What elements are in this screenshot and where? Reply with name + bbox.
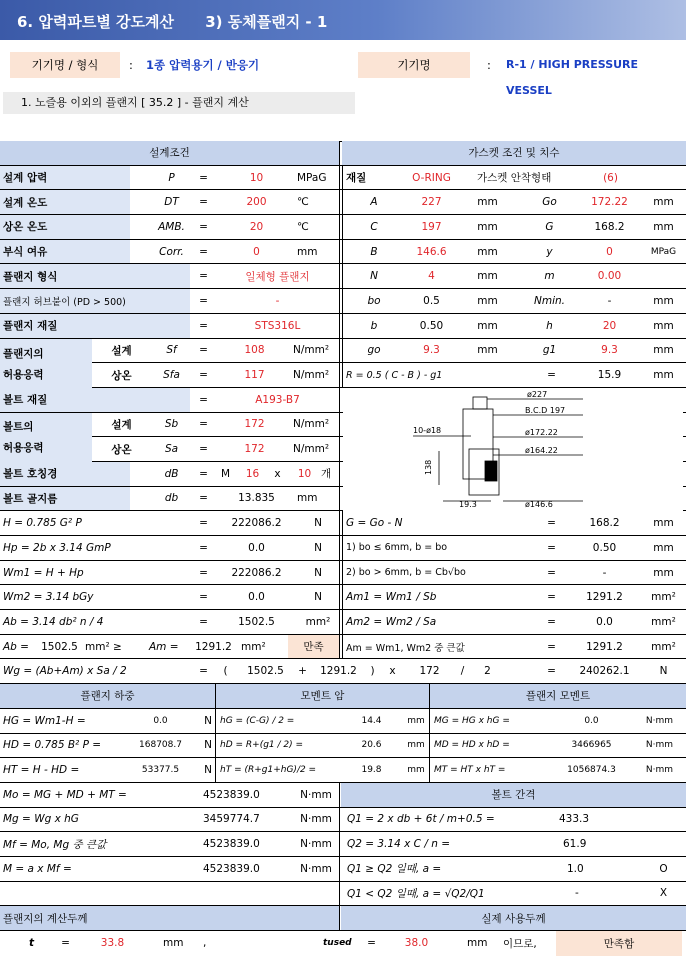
q2-formula: Q2 = 3.14 x C / n =: [344, 832, 544, 856]
design-pressure-label: 설계 압력: [0, 166, 130, 190]
unit: mm²: [640, 585, 684, 609]
page-title: 6. 압력파트별 강도계산: [17, 13, 174, 31]
actual-thickness-header: 실제 사용두께: [341, 906, 686, 930]
gasket-go-label: Go: [520, 190, 576, 214]
gasket-h-value: 20: [580, 314, 636, 338]
gasket-b-value: 146.6: [402, 240, 458, 264]
paren-open: (: [214, 659, 234, 683]
unit: mm: [466, 289, 506, 313]
design-temp-symbol: DT: [150, 190, 190, 214]
sa-symbol: Sa: [150, 437, 190, 461]
flange-hub-value: -: [226, 289, 326, 313]
unit: mm: [640, 190, 684, 214]
height-label: 138: [424, 459, 433, 475]
wm2-value: 0.0: [220, 585, 290, 609]
used-thickness-value: 38.0: [390, 931, 440, 956]
bolt-material-value: A193-B7: [226, 388, 326, 412]
bolt-nominal-label: 볼트 호칭경: [0, 462, 130, 486]
thickness-result: 만족함: [556, 931, 682, 956]
a-case1-formula: Q1 ≥ Q2 일때, a =: [344, 857, 544, 881]
dia-172-label: ø172.22: [525, 428, 558, 437]
am-max-value: 1291.2: [570, 635, 636, 659]
divide-sign: /: [450, 659, 472, 683]
unit: N: [294, 536, 340, 560]
am-max-formula: Am = Wm1, Wm2 중 큰값: [342, 635, 532, 659]
eq: =: [540, 561, 560, 585]
unit: N: [294, 561, 340, 585]
ht-formula: HT = H - HD =: [0, 758, 120, 782]
design-label: 설계: [92, 339, 148, 363]
corrosion-symbol: Corr.: [150, 240, 190, 264]
unit: N: [198, 734, 216, 758]
eq: =: [540, 511, 560, 535]
corrosion-label: 부식 여유: [0, 240, 130, 264]
ab-formula: Ab = 3.14 db² n / 4: [0, 610, 190, 634]
g-formula: G = Go - N: [342, 511, 532, 535]
sfa-value: 117: [220, 363, 286, 387]
unit: N/mm²: [290, 339, 340, 363]
info-row: [0, 52, 686, 97]
gasket-y-value: 0: [580, 240, 636, 264]
hp-formula: Hp = 2b x 3.14 GmP: [0, 536, 190, 560]
gasket-seating-label: 가스켓 안착형태: [474, 166, 584, 190]
info-colon: :: [129, 58, 133, 72]
gasket-header: 가스켓 조건 및 치수: [342, 141, 686, 165]
m-label: M: [214, 462, 234, 486]
design-pressure-value: 10: [220, 166, 290, 190]
am-prefix: Am =: [146, 635, 188, 659]
sb-symbol: Sb: [150, 413, 190, 437]
gasket-nmin-value: -: [580, 289, 636, 313]
eq: =: [192, 388, 212, 412]
md-value: 3466965: [550, 734, 630, 758]
ab-check-result: 만족: [288, 635, 340, 659]
unit: mm: [640, 339, 684, 363]
therefore-text: 이므로,: [500, 931, 550, 956]
design-conditions-header: 설계조건: [0, 141, 340, 165]
hg-arm-value: 14.4: [346, 709, 394, 733]
eq: =: [192, 487, 212, 511]
unit: mm: [466, 190, 506, 214]
equipment-type-label: 기기명 / 형식: [10, 52, 120, 78]
calc-thickness-value: 33.8: [86, 931, 136, 956]
b-case1-value: 0.50: [570, 536, 636, 560]
unit: mm: [640, 215, 684, 239]
bolt-root-value: 13.835: [220, 487, 290, 511]
design-pressure-unit: MPaG: [294, 166, 340, 190]
flange-type-value: 일체형 플랜지: [226, 264, 326, 288]
a-case1-mark: O: [640, 857, 684, 881]
am-check-value: 1291.2: [188, 635, 236, 659]
ambient-label: 상온: [92, 437, 148, 461]
eq: =: [540, 536, 560, 560]
mg-formula: MG = HG x hG =: [431, 709, 551, 733]
section-title: 1. 노즐용 이외의 플랜지 [ 35.2 ] - 플랜지 계산: [3, 92, 355, 114]
gasket-g1-value: 9.3: [580, 339, 636, 363]
unit: N: [198, 709, 216, 733]
ambient-temp-label: 상온 온도: [0, 215, 130, 239]
sa-value: 172: [220, 437, 286, 461]
am-check-unit: mm²: [238, 635, 286, 659]
unit: N·mm: [632, 734, 684, 758]
eq: =: [192, 215, 212, 239]
q1-formula: Q1 = 2 x db + 6t / m+0.5 =: [344, 808, 544, 832]
eq: =: [192, 190, 212, 214]
ht-value: 53377.5: [120, 758, 198, 782]
unit: mm: [640, 561, 684, 585]
a-case2-value: -: [572, 882, 616, 906]
flange-allow-label: 플랜지의 허용응력: [0, 339, 92, 388]
unit: N·mm: [290, 808, 340, 832]
unit: mm: [464, 931, 494, 956]
unit: N·mm: [632, 709, 684, 733]
gasket-y-label: y: [520, 240, 576, 264]
unit: N/mm²: [290, 437, 340, 461]
ht-arm-value: 19.8: [346, 758, 394, 782]
unit: N: [198, 758, 216, 782]
ambient-temp-symbol: AMB.: [150, 215, 190, 239]
wg-sa-value: 172: [408, 659, 448, 683]
gasket-b2-value: 0.50: [402, 314, 458, 338]
mo-value: 4523839.0: [200, 783, 280, 807]
gasket-go-value: 172.22: [580, 190, 636, 214]
unit: N: [640, 659, 684, 683]
gasket-n-value: 4: [402, 264, 458, 288]
t-used-symbol: tused: [320, 931, 360, 956]
wg-formula: Wg = (Ab+Am) x Sa / 2: [0, 659, 190, 683]
eq: =: [360, 931, 380, 956]
eq: =: [192, 264, 212, 288]
hd-value: 168708.7: [120, 734, 198, 758]
unit: mm: [640, 363, 684, 387]
equipment-type-value: 1종 압력용기 / 반응기: [146, 58, 260, 72]
unit: mm: [400, 709, 430, 733]
bolt-size-value: 16: [236, 462, 266, 486]
r-value: 15.9: [580, 363, 636, 387]
ab-value: 1502.5: [220, 610, 290, 634]
sf-symbol: Sf: [150, 339, 190, 363]
bolt-root-symbol: db: [150, 487, 190, 511]
q2-value: 61.9: [560, 832, 616, 856]
bcd-label: B.C.D 197: [525, 406, 566, 415]
info-colon: :: [487, 58, 491, 72]
unit: mm: [466, 339, 506, 363]
ab-prefix: Ab =: [0, 635, 36, 659]
gasket-m-label: m: [520, 264, 576, 288]
eq: =: [192, 166, 212, 190]
flange-moment-header: 플랜지 모멘트: [430, 684, 686, 708]
eq: =: [192, 240, 212, 264]
unit: MPaG: [640, 240, 684, 264]
b-case2-formula: 2) bo > 6mm, b = Cb√bo: [342, 561, 532, 585]
gasket-n-label: N: [342, 264, 402, 288]
equipment-name-label: 기기명: [358, 52, 470, 78]
q1-mark: [640, 808, 684, 832]
eq: =: [540, 659, 560, 683]
a-case2-mark: X: [640, 882, 684, 906]
bolt-root-label: 볼트 골지름: [0, 487, 130, 511]
eq: =: [192, 289, 212, 313]
unit: mm: [466, 240, 506, 264]
corrosion-value: 0: [220, 240, 290, 264]
gasket-go-small-value: 9.3: [402, 339, 458, 363]
eq: =: [192, 536, 212, 560]
eq: =: [192, 561, 212, 585]
unit: mm: [294, 487, 340, 511]
unit: N: [294, 585, 340, 609]
hg-formula: HG = Wm1-H =: [0, 709, 120, 733]
gasket-material-value: O-RING: [400, 166, 460, 190]
page-subtitle: 3) 동체플랜지 - 1: [205, 13, 328, 31]
unit: mm: [640, 289, 684, 313]
bolt-spacing-header: 볼트 간격: [341, 783, 686, 807]
unit: mm²: [294, 610, 340, 634]
unit: 개: [318, 462, 340, 486]
b-case1-formula: 1) bo ≤ 6mm, b = bo: [342, 536, 532, 560]
gasket-seating-value: (6): [584, 166, 634, 190]
unit: mm²: [640, 610, 684, 634]
eq: =: [192, 314, 212, 338]
flange-hub-label: 플랜지 허브붙이 (PD > 500): [0, 289, 190, 313]
h-formula: H = 0.785 G² P: [0, 511, 190, 535]
eq: =: [192, 511, 212, 535]
unit: N: [294, 511, 340, 535]
unit: N·mm: [290, 832, 340, 856]
md-formula: MD = HD x hD =: [431, 734, 551, 758]
unit: mm: [466, 264, 506, 288]
mg-value: 0.0: [550, 709, 630, 733]
x-label: x: [266, 462, 286, 486]
hd-arm-value: 20.6: [346, 734, 394, 758]
ht-arm-formula: hT = (R+g1+hG)/2 =: [217, 758, 347, 782]
design-temp-unit: ℃: [294, 190, 340, 214]
gasket-g-label: G: [520, 215, 576, 239]
flange-diagram: [343, 389, 683, 513]
flange-material-label: 플랜지 재질: [0, 314, 190, 338]
eq: =: [192, 610, 212, 634]
ab-check-unit: mm² ≥: [82, 635, 144, 659]
eq: =: [540, 585, 560, 609]
wg-am-value: 1291.2: [312, 659, 362, 683]
gasket-material-label: 재질: [342, 166, 402, 190]
flange-load-header: 플랜지 하중: [0, 684, 216, 708]
eq: =: [540, 610, 560, 634]
gasket-bo-value: 0.5: [402, 289, 458, 313]
hd-arm-formula: hD = R+(g1 / 2) =: [217, 734, 347, 758]
comma: ,: [200, 931, 220, 956]
sfa-symbol: Sfa: [150, 363, 190, 387]
mg2-formula: Mg = Wg x hG: [0, 808, 190, 832]
unit: N·mm: [290, 783, 340, 807]
bolt-holes-label: 10-ø18: [413, 426, 442, 435]
eq: =: [192, 462, 212, 486]
b-case2-value: -: [570, 561, 636, 585]
m-formula: M = a x Mf =: [0, 857, 190, 881]
dia-164-label: ø164.22: [525, 446, 558, 455]
ab-check-value: 1502.5: [36, 635, 80, 659]
width-label: 19.3: [459, 500, 477, 509]
hg-value: 0.0: [120, 709, 198, 733]
hg-arm-formula: hG = (C-G) / 2 =: [217, 709, 347, 733]
page-banner: [0, 0, 686, 40]
design-temp-label: 설계 온도: [0, 190, 130, 214]
ambient-temp-value: 20: [220, 215, 290, 239]
dia-146-label: ø146.6: [525, 500, 553, 509]
gasket-b-label: B: [342, 240, 402, 264]
unit: mm: [400, 758, 430, 782]
mt-value: 1056874.3: [550, 758, 630, 782]
corrosion-unit: mm: [294, 240, 340, 264]
equipment-name-value: R-1 / HIGH PRESSURE VESSEL: [506, 58, 639, 97]
eq: =: [540, 635, 560, 659]
gasket-nmin-label: Nmin.: [520, 289, 576, 313]
wm2-formula: Wm2 = 3.14 bGy: [0, 585, 190, 609]
wg-value: 240262.1: [566, 659, 640, 683]
mg2-value: 3459774.7: [200, 808, 280, 832]
g-value: 168.2: [570, 511, 636, 535]
mf-value: 4523839.0: [200, 832, 280, 856]
unit: mm: [466, 314, 506, 338]
ambient-temp-unit: ℃: [294, 215, 340, 239]
t-symbol: t: [20, 931, 40, 956]
ambient-label: 상온: [92, 363, 148, 387]
am1-formula: Am1 = Wm1 / Sb: [342, 585, 532, 609]
eq: =: [192, 659, 212, 683]
wm1-value: 222086.2: [220, 561, 290, 585]
unit: N·mm: [290, 857, 340, 881]
am2-formula: Am2 = Wm2 / Sa: [342, 610, 532, 634]
bolt-count-value: 10: [288, 462, 318, 486]
mf-formula: Mf = Mo, Mg 중 큰값: [0, 832, 190, 856]
unit: mm: [640, 314, 684, 338]
a-case2-formula: Q1 < Q2 일때, a = √Q2/Q1: [344, 882, 554, 906]
bolt-nominal-symbol: dB: [150, 462, 190, 486]
wg-ab-value: 1502.5: [238, 659, 290, 683]
unit: mm: [640, 511, 684, 535]
mo-formula: Mo = MG + MD + MT =: [0, 783, 190, 807]
gasket-c-value: 197: [402, 215, 458, 239]
wm1-formula: Wm1 = H + Hp: [0, 561, 190, 585]
unit: N/mm²: [290, 363, 340, 387]
unit: mm: [640, 536, 684, 560]
gasket-g-value: 168.2: [580, 215, 636, 239]
paren-close: ): [362, 659, 380, 683]
wg-divisor: 2: [474, 659, 498, 683]
hp-value: 0.0: [220, 536, 290, 560]
eq: =: [54, 931, 74, 956]
q2-mark: [640, 832, 684, 856]
m-value: 4523839.0: [200, 857, 280, 881]
unit: mm: [466, 215, 506, 239]
flange-material-value: STS316L: [226, 314, 326, 338]
gasket-go-small-label: go: [342, 339, 402, 363]
h-value: 222086.2: [220, 511, 290, 535]
unit: mm²: [640, 635, 684, 659]
gasket-c-label: C: [342, 215, 402, 239]
design-temp-value: 200: [220, 190, 290, 214]
gasket-m-value: 0.00: [580, 264, 636, 288]
gasket-g1-label: g1: [520, 339, 576, 363]
times-sign: x: [380, 659, 402, 683]
eq: =: [192, 363, 212, 387]
gasket-a-label: A: [342, 190, 402, 214]
flange-type-label: 플랜지 형식: [0, 264, 190, 288]
gasket-h-label: h: [520, 314, 576, 338]
a-case1-value: 1.0: [564, 857, 616, 881]
calc-thickness-header: 플랜지의 계산두께: [0, 906, 340, 930]
gasket-b2-label: b: [342, 314, 402, 338]
q1-value: 433.3: [556, 808, 616, 832]
bolt-material-label: 볼트 재질: [0, 388, 190, 412]
bolt-allow-label: 볼트의 허용응력: [0, 413, 92, 462]
unit: N/mm²: [290, 413, 340, 437]
unit: N·mm: [632, 758, 684, 782]
eq: =: [540, 363, 560, 387]
design-pressure-symbol: P: [150, 166, 190, 190]
eq: =: [192, 413, 212, 437]
sb-value: 172: [220, 413, 286, 437]
flange-drawing: [343, 389, 683, 513]
unit: mm: [160, 931, 200, 956]
eq: =: [192, 339, 212, 363]
moment-arm-header: 모멘트 암: [216, 684, 430, 708]
am1-value: 1291.2: [570, 585, 636, 609]
hd-formula: HD = 0.785 B² P =: [0, 734, 120, 758]
am2-value: 0.0: [570, 610, 636, 634]
eq: =: [192, 437, 212, 461]
calc-table: [0, 141, 686, 956]
gasket-a-value: 227: [402, 190, 458, 214]
dia-227-label: ø227: [527, 390, 548, 399]
sf-value: 108: [220, 339, 286, 363]
gasket-bo-label: bo: [342, 289, 402, 313]
unit: mm: [400, 734, 430, 758]
design-label: 설계: [92, 413, 148, 437]
r-expression: R = 0.5 ( C - B ) - g1: [342, 363, 532, 387]
mt-formula: MT = HT x hT =: [431, 758, 551, 782]
eq: =: [192, 585, 212, 609]
plus-sign: +: [290, 659, 312, 683]
